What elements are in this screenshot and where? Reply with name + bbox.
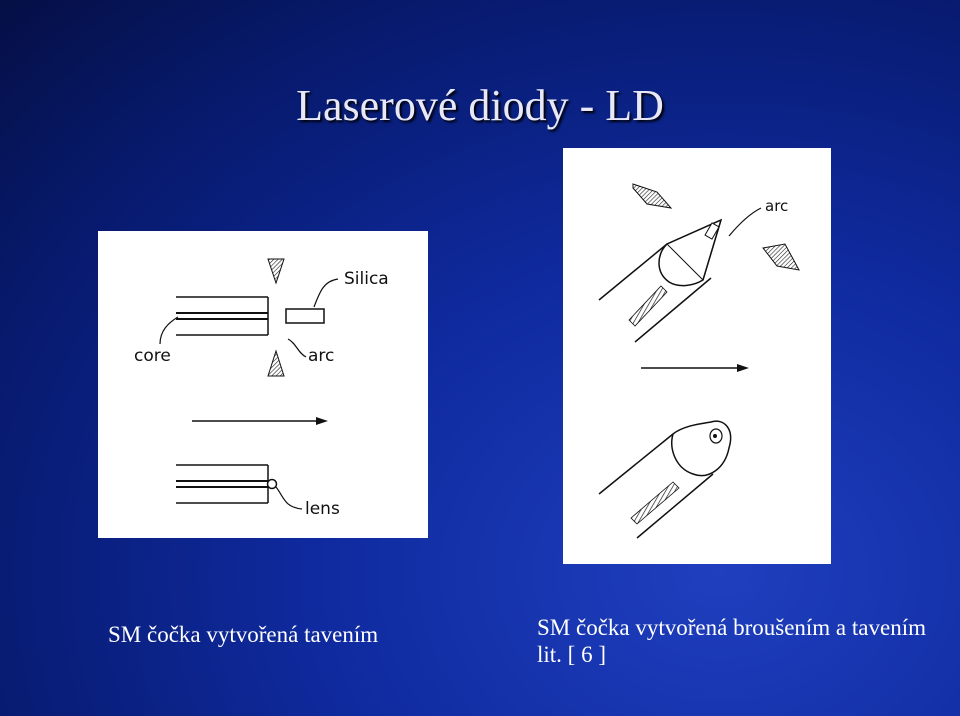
label-lens: lens [305, 499, 340, 519]
fiber-fused-lens [599, 421, 731, 538]
right-electrode [763, 244, 799, 270]
silica-rod [286, 309, 324, 323]
label-core: core [134, 346, 171, 366]
upper-electrode [633, 184, 671, 208]
label-silica: Silica [344, 269, 389, 289]
lower-electrode [268, 351, 284, 376]
fiber-before-fusion [176, 297, 268, 335]
right-lens-diagram [563, 148, 831, 564]
fiber-ground-tip [599, 220, 721, 342]
fused-lens [268, 480, 277, 489]
label-arc: arc [308, 346, 335, 366]
caption-fusion-lens: SM čočka vytvořená tavením [108, 622, 379, 647]
process-arrow [192, 417, 328, 425]
caption-ground-fused-lens: SM čočka vytvořená broušením a tavením lit. [ 6 ] [537, 615, 926, 667]
process-arrow [641, 364, 749, 372]
fiber-after-fusion [176, 465, 277, 503]
slide-title: Laserové diody - LD [296, 81, 664, 130]
left-lens-diagram [98, 231, 428, 538]
upper-electrode [268, 259, 284, 283]
label-arc: arc [765, 197, 789, 215]
